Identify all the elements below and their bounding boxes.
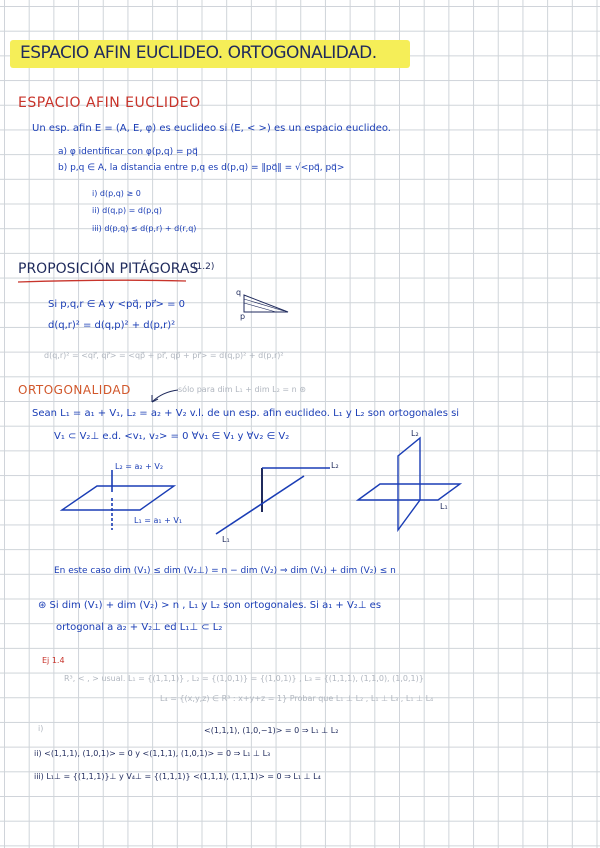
- figure1-label-l2: L₂ = a₂ + V₂: [115, 462, 164, 471]
- property-2: ii) d(q,p) = d(p,q): [92, 206, 162, 215]
- figure3-label-l1: L₁: [440, 502, 448, 511]
- dimension-inequality: En este caso dim (V₁) ≤ dim (V₂⊥) = n − dim (V₂) ⇒ dim (V₁) + dim (V₂) ≤ n: [54, 566, 396, 576]
- figure1-label-l1: L₁ = a₁ + V₁: [134, 516, 183, 525]
- remark-line-1: ⊛ Si dim (V₁) + dim (V₂) > n , L₁ y L₂ son ortogonales. Si a₁ + V₂⊥ es: [38, 600, 382, 611]
- property-1: i) d(p,q) ≥ 0: [92, 189, 141, 198]
- figure3-label-l2: L₂: [411, 429, 419, 438]
- triangle-label-q: q: [236, 288, 242, 297]
- orthogonality-condition: V₁ ⊂ V₂⊥ e.d. <v₁, v₂> = 0 ∀v₁ ∈ V₁ y ∀v₂ ∈ V₂: [54, 431, 290, 442]
- definition-line: Un esp. afin E = (A, E, φ) es euclideo si (E, < >) es un espacio euclideo.: [32, 123, 391, 134]
- proposition-ref: (1.2): [193, 262, 215, 272]
- section-heading-ortogonalidad: ORTOGONALIDAD: [18, 383, 131, 397]
- margin-note: sólo para dim L₁ + dim L₂ = n ⊛: [178, 385, 306, 394]
- pitagoras-hypothesis: Si p,q,r ∈ A y <pq⃗, pr⃗> = 0: [48, 299, 186, 310]
- item-a: a) φ identificar con φ(p,q) = pq⃗: [58, 147, 198, 157]
- example-part-i: <(1,1,1), (1,0,−1)> = 0 ⇒ L₁ ⊥ L₂: [204, 726, 339, 735]
- remark-line-2: ortogonal a a₂ + V₂⊥ ed L₁⊥ ⊂ L₂: [56, 622, 223, 633]
- pitagoras-proof: d(q,r)² = <qr⃗, qr⃗> = <qp⃗ + pr⃗, qp⃗ + pr⃗> = d(q,p)² + d(p,r)²: [44, 351, 284, 360]
- example-part-iii: iii) L₁⊥ = {(1,1,1)}⊥ y V₄⊥ = {(1,1,1)} <(1,1,1), (1,1,1)> = 0 ⇒ L₁ ⊥ L₄: [34, 772, 321, 781]
- orthogonality-definition: Sean L₁ = a₁ + V₁, L₂ = a₂ + V₂ v.l. de un esp. afin euclideo. L₁ y L₂ son ortogonales si: [32, 408, 460, 419]
- section-heading-espacio-afin: ESPACIO AFIN EUCLIDEO: [18, 95, 201, 111]
- example-label: Ej 1.4: [42, 656, 65, 665]
- property-3: iii) d(p,q) ≤ d(p,r) + d(r,q): [92, 224, 197, 233]
- example-part-i-label: i): [38, 724, 44, 733]
- example-statement-2: L₄ = {(x,y,z) ∈ R³ : x+y+z = 1} Probar que L₁ ⊥ L₂ , L₁ ⊥ L₃ , L₁ ⊥ L₄: [160, 694, 434, 703]
- example-statement-1: R³, < , > usual. L₁ = {(1,1,1)} , L₂ = {(1,0,1)} = {(1,0,1)} , L₃ = {(1,1,1), (1,1,0), (1,0,1)}: [64, 674, 424, 683]
- triangle-label-p: p: [240, 312, 246, 321]
- example-part-ii: ii) <(1,1,1), (1,0,1)> = 0 y <(1,1,1), (1,0,1)> = 0 ⇒ L₁ ⊥ L₃: [34, 749, 271, 758]
- figure2-label-l1: L₁: [222, 535, 230, 544]
- figure2-label-l2: L₂: [331, 461, 339, 470]
- page-title: ESPACIO AFIN EUCLIDEO. ORTOGONALIDAD.: [20, 43, 377, 63]
- pitagoras-statement: d(q,r)² = d(q,p)² + d(p,r)²: [48, 320, 176, 331]
- item-b: b) p,q ∈ A, la distancia entre p,q es d(p,q) = ‖pq⃗‖ = √<pq⃗, pq⃗>: [58, 163, 345, 173]
- section-heading-pitagoras: PROPOSICIÓN PITÁGORAS: [18, 261, 199, 277]
